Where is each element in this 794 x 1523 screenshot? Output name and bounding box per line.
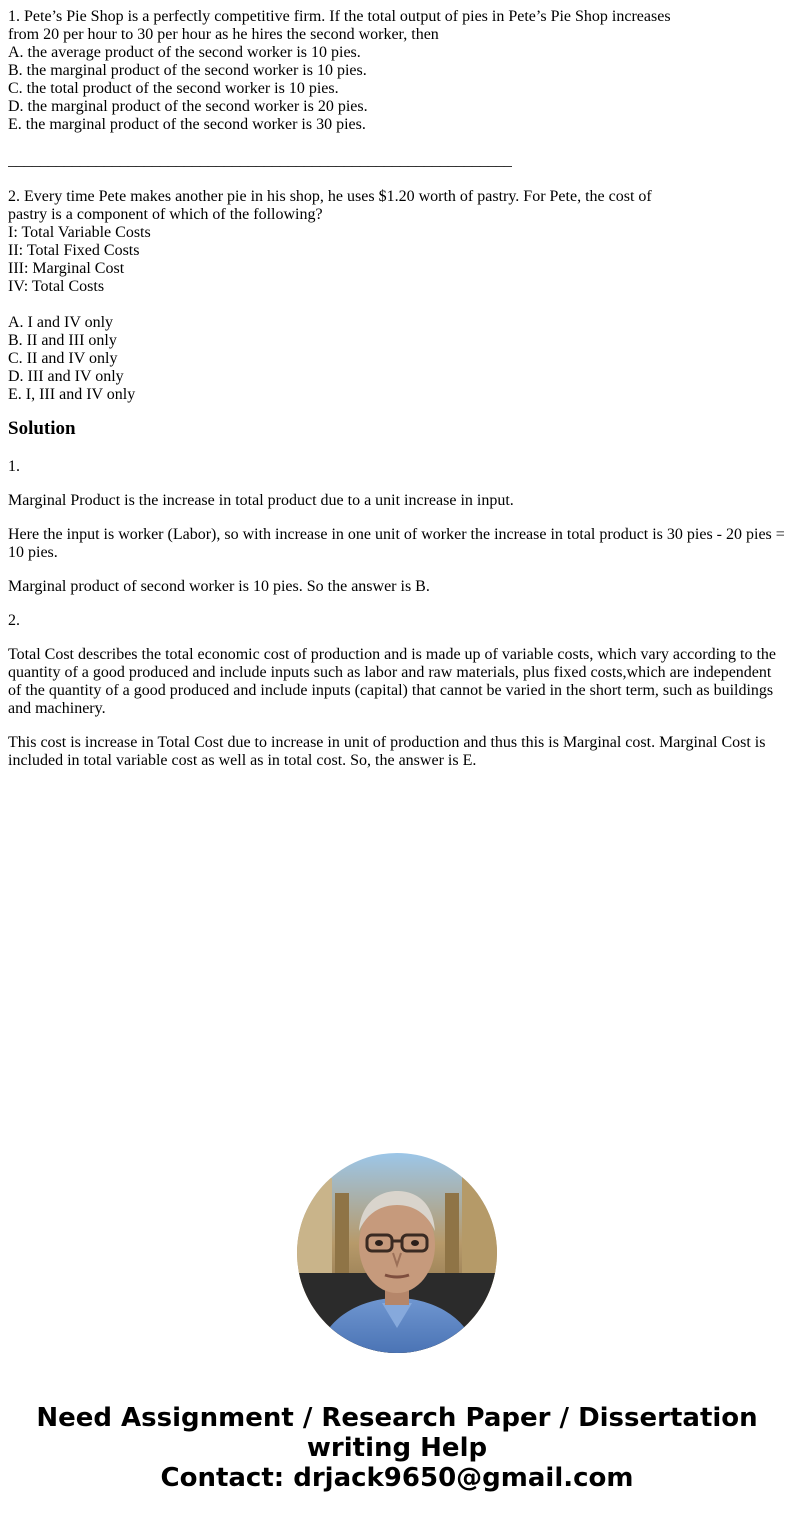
separator-line: _______________________________________________________________	[8, 152, 512, 169]
question-2-item-iv: IV: Total Costs	[8, 278, 105, 295]
promo-line-1: Need Assignment / Research Paper / Dissertation	[36, 1403, 758, 1433]
question-2-item-i: I: Total Variable Costs	[8, 224, 151, 241]
question-2-line: pastry is a component of which of the following?	[8, 206, 323, 223]
question-2-option-c: C. II and IV only	[8, 350, 118, 367]
spacer	[8, 170, 688, 188]
question-2-item-ii: II: Total Fixed Costs	[8, 242, 140, 259]
question-1-option-d: D. the marginal product of the second worker is 20 pies.	[8, 98, 368, 115]
question-2-option-e: E. I, III and IV only	[8, 386, 136, 403]
solution-heading: Solution	[8, 418, 76, 439]
question-2-option-b: B. II and III only	[8, 332, 117, 349]
question-1-option-a: A. the average product of the second worker is 10 pies.	[8, 44, 361, 61]
question-1-option-e: E. the marginal product of the second worker is 30 pies.	[8, 116, 366, 133]
question-2-option-d: D. III and IV only	[8, 368, 124, 385]
question-2-line: 2. Every time Pete makes another pie in his shop, he uses $1.20 worth of pastry. For Pete, the cost of	[8, 188, 652, 205]
solution-paragraph: Marginal product of second worker is 10 pies. So the answer is B.	[8, 578, 430, 595]
promo-contact: Contact: drjack9650@gmail.com	[160, 1463, 634, 1493]
question-1-option-c: C. the total product of the second worker is 10 pies.	[8, 80, 339, 97]
avatar-portrait	[297, 1153, 497, 1353]
question-1-option-b: B. the marginal product of the second worker is 10 pies.	[8, 62, 367, 79]
spacer	[8, 134, 688, 152]
promo-banner	[0, 1403, 794, 1493]
avatar	[297, 1153, 497, 1353]
question-1-line: from 20 per hour to 30 per hour as he hires the second worker, then	[8, 26, 439, 43]
promo-line-2: writing Help	[306, 1433, 488, 1463]
question-1-line: 1. Pete’s Pie Shop is a perfectly competitive firm. If the total output of pies in Pete’s Pie Shop increases	[8, 8, 671, 25]
solution-paragraph: Total Cost describes the total economic cost of production and is made up of variable costs, which vary according to the quantity of a good produced and include inputs such as labor and raw materials, plus fixed costs,which are independent of the quantity of a good produced and include inputs (capital) that cannot be varied in the short term, such as buildings and machinery.	[8, 646, 776, 717]
solution-number-2: 2.	[8, 612, 20, 629]
solution-section	[8, 418, 786, 786]
solution-paragraph: Here the input is worker (Labor), so with increase in one unit of worker the increase in total product is 30 pies - 20 pies = 10 pies.	[8, 526, 785, 561]
question-block	[8, 8, 688, 404]
spacer	[8, 296, 688, 314]
question-2-option-a: A. I and IV only	[8, 314, 114, 331]
solution-number-1: 1.	[8, 458, 20, 475]
question-2-item-iii: III: Marginal Cost	[8, 260, 125, 277]
solution-paragraph: Marginal Product is the increase in total product due to a unit increase in input.	[8, 492, 514, 509]
solution-paragraph: This cost is increase in Total Cost due to increase in unit of production and thus this is Marginal cost. Marginal Cost is included in total variable cost as well as in total cost. So, the answer is E.	[8, 734, 766, 769]
